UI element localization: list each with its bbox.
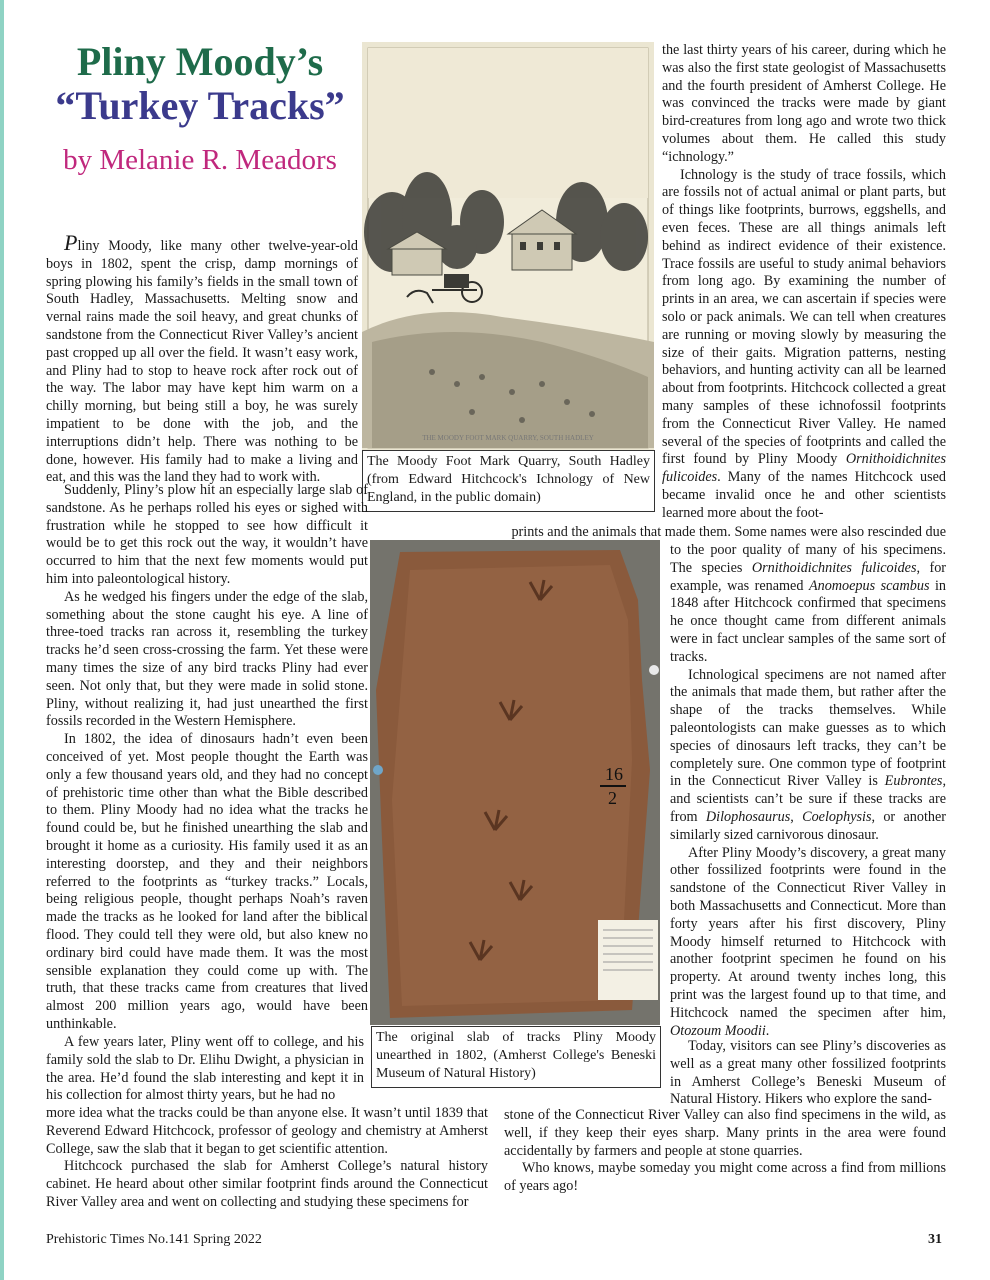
paragraph-9: Ichnology is the study of trace fossils, which are fossils not of actual animal or plant parts, but of things like footprints, burrows, eggshells, and even feces. These are all things animals left behind as indirect evidence of their existence. Trace fossils are useful to study animal behaviors from long ago. By examining the number of prints in an area, we can ascertain if species were solo or pack animals. We can tell when creatures are running or moving slowly by measuring the size of their gaits. Migration patterns, nesting behaviors, and hunting activity can all be learned about from footprints. Hitchcock collected a great many samples of these ichnofossil footprints from the Connecticut River Valley. He named several of the species of footprints and called the first found by Pliny Moody Ornithoidichnites fulicoides. Many of the names Hitchcock used became invalid once he and other scientists learned more about the foot- <box>662 166 947 521</box>
column-1-continued <box>46 482 368 1034</box>
slab-photo <box>370 540 660 1025</box>
column-1-lower <box>46 1034 364 1105</box>
paragraph-6: more idea what the tracks could be than anyone else. It wasn’t until 1839 that Reverend Edward Hitchcock, professor of geology and chemistry at Amherst College, saw the slab that it began to get scientific attention. <box>46 1105 488 1157</box>
paragraph-12: After Pliny Moody’s discovery, a great many other fossilized footprints were found in the sandstone of the Connecticut River Valley in both Massachusetts and Connecticut. More than forty years after his first discovery, Pliny Moody himself returned to Hitchcock with another footprint specimen he found on his property. At around twenty inches long, this print was the largest found up to that time, and Hitchcock named the specimen after him, Otozoum Moodii. <box>670 844 946 1039</box>
footer-publication: Prehistoric Times No.141 Spring 2022 <box>46 1232 262 1247</box>
article-title <box>40 40 360 128</box>
paragraph-10: to the poor quality of many of his specimens. The species Ornithoidichnites fulicoides, for example, was renamed Anomoepus scambus in 1848 after Hitchcock confirmed that specimens he once thought came from different animals were in fact unclear samples of the same sort of tracks. <box>670 542 947 665</box>
paragraph-1: Pliny Moody, like many other twelve-year-old boys in 1802, spent the crisp, damp mornings of spring plowing his family’s fields in the small town of South Hadley, Massachusetts. Melting snow and vernal rains made the soil heavy, and great chunks of sandstone from the Connecticut River Valley’s ancient past cropped up all over the field. It wasn’t easy work, and Pliny had to stop to heave rock after rock out of the way. The labor may have kept him warm on a chilly morning, but being still a boy, he was surely impatient to be done with the job, and the interruptions didn’t help. There was nothing to be done, however. His family had to make a living and eat, and this was the land they had to work with. <box>46 230 358 486</box>
paragraph-5: A few years later, Pliny went off to college, and his family sold the slab to Dr. Elihu Dwight, a physician in the area. He’d found the slab interesting and kept it in his collection for almost thirty years, but he had no <box>46 1034 364 1104</box>
paragraph-11: Ichnological specimens are not named after the animals that made them, but rather after the shape of the tracks themselves. While paleontologists can make guesses as to which species of dinosaurs left tracks, they can’t be completely sure. One common type of footprint in the Connecticut River Valley is Eubrontes, and scientists can’t be sure if these tracks are from Dilophosaurus, Coelophysis, or another similarly sized carnivorous dinosaur. <box>670 666 947 843</box>
paragraph-4: In 1802, the idea of dinosaurs hadn’t even been conceived of yet. Most people thought the Earth was only a few thousand years old, and they had no concept of prehistoric time other than what the Bible described to them. Pliny Moody had no idea what the tracks he found could be, but he finished unearthing the slab and brought it home as a curiosity. His family used it as an interesting doorstep, and they and their neighbors referred to the footprints as “turkey tracks.” Locals, being religious people, thought perhaps Noah’s raven made the tracks as he looked for land after the biblical flood. They could tell they were old, but also knew no ordinary bird could have made them. It was the most sensible explanation they could come up with. The truth, that these tracks came from creatures that lived almost 200 million years ago, would have been unthinkable. <box>46 731 368 1032</box>
slab-label-den: 2 <box>608 788 617 808</box>
page-edge-stripe <box>0 0 4 1280</box>
title-line-2: “Turkey Tracks” <box>55 83 345 128</box>
dropcap: P <box>64 230 78 255</box>
paragraph-8: the last thirty years of his career, during which he was also the first state geologist of Massachusetts and the fourth president of Amherst College. He was convinced the tracks were made by giant bird-creatures from long ago and wrote two thick volumes about them. He called this study “ichnology.” <box>662 42 946 165</box>
column-3-lower <box>670 1038 946 1109</box>
paragraph-2: Suddenly, Pliny’s plow hit an especially large slab of sandstone. As he perhaps rolled his eyes or sighed with frustration while he stopped to see how difficult it would be to get this rock out the way, it wouldn’t have occurred to him that the next few moments would put him into paleontological history. <box>46 482 368 587</box>
slab-photo-art <box>370 540 660 1025</box>
paragraph-15: Who knows, maybe someday you might come across a find from millions of years ago! <box>504 1160 946 1195</box>
bottom-right-block <box>504 1107 946 1196</box>
column-1 <box>46 230 358 487</box>
slab-caption: The original slab of tracks Pliny Moody unearthed in 1802, (Amherst College's Beneski Museum of Natural History) <box>371 1026 661 1088</box>
footer-page-number: 31 <box>928 1232 942 1247</box>
paragraph-7: Hitchcock purchased the slab for Amherst College’s natural history cabinet. He heard about other similar footprint finds around the Connecticut River Valley area and went on collecting and studying these specimens for <box>46 1158 488 1210</box>
paragraph-3: As he wedged his fingers under the edge of the slab, something about the stone caught his eye. A line of three-toed tracks ran across it, resembling the turkey tracks he’d seen cross-crossing the farm. Yet these were many times the size of any bird tracks Pliny had ever seen. Not only that, but they were made in solid stone. Pliny, without realizing it, had just unearthed the first fossils recorded in the Western Hemisphere. <box>46 588 368 730</box>
byline: by Melanie R. Meadors <box>63 144 337 176</box>
column-3-middle <box>670 542 946 1040</box>
quarry-plate-label: THE MOODY FOOT MARK QUARRY, SOUTH HADLEY <box>422 434 594 442</box>
column-3-top <box>662 42 946 523</box>
quarry-engraving <box>362 42 654 492</box>
bottom-left-block <box>46 1105 488 1212</box>
quarry-caption: The Moody Foot Mark Quarry, South Hadley (from Edward Hitchcock's Ichnology of New England, in the public domain) <box>362 450 655 512</box>
wide-line: prints and the animals that made them. Some names were also rescinded due <box>511 524 946 540</box>
quarry-engraving-art <box>362 42 654 492</box>
slab-label-num: 16 <box>605 764 623 784</box>
title-line-1: Pliny Moody’s <box>76 39 324 84</box>
paragraph-14: stone of the Connecticut River Valley can also find specimens in the wild, as well, if they keep their eyes sharp. Many prints in the area were found accidentally by farmers and people at stone quarries. <box>504 1107 946 1159</box>
paragraph-13: Today, visitors can see Pliny’s discoveries as well as a great many other fossilized footprints in Amherst College’s Beneski Museum of Natural History. Hikers who explore the sand- <box>670 1038 946 1108</box>
